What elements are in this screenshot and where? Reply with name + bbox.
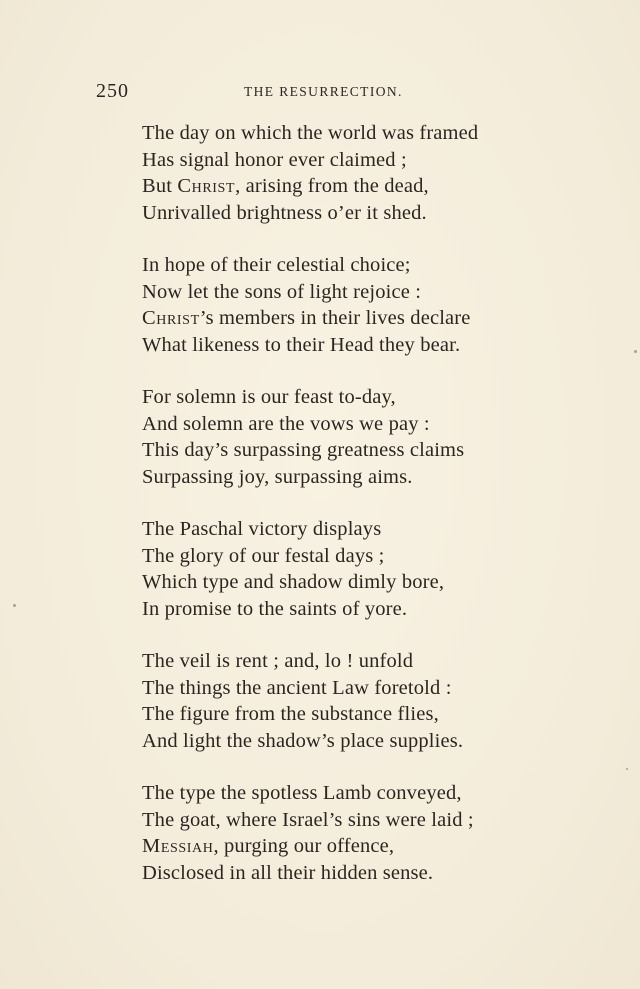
stanza — [142, 252, 622, 358]
poem-line — [142, 147, 622, 174]
line-text: ’s members in their lives declare — [199, 307, 471, 329]
poem-line — [142, 675, 622, 702]
small-caps-name: Christ — [142, 307, 200, 329]
line-text: In promise to the saints of yore. — [142, 597, 408, 620]
poem-line — [142, 384, 622, 411]
line-text: The day on which the world was framed — [142, 122, 479, 144]
poem-line — [142, 569, 622, 596]
line-text: , arising from the dead, — [235, 175, 429, 197]
print-speck — [13, 604, 16, 607]
poem — [142, 120, 622, 912]
poem-line — [142, 173, 622, 200]
poem-line — [142, 120, 622, 147]
line-text: This day’s surpassing greatness claims — [142, 439, 465, 461]
poem-line — [142, 305, 622, 332]
poem-line — [142, 411, 622, 438]
line-text: The figure from the substance flies, — [142, 703, 439, 725]
small-caps-name: Christ — [177, 175, 236, 197]
line-text: And light the shadow’s place supplies. — [142, 729, 464, 752]
line-text: Which type and shadow dimly bore, — [142, 571, 445, 593]
line-text: , purging our offence, — [213, 835, 395, 857]
line-text: The things the ancient Law foretold : — [142, 676, 452, 699]
poem-line — [142, 200, 622, 227]
line-text: Now let the sons of light rejoice : — [142, 280, 422, 303]
line-text: The glory of our festal days ; — [142, 544, 385, 567]
poem-line — [142, 464, 622, 491]
line-text: The Paschal victory displays — [142, 518, 382, 540]
line-text: The type the spotless Lamb conveyed, — [142, 782, 462, 804]
poem-line — [142, 701, 622, 728]
line-text: The goat, where Israel’s sins were laid ; — [142, 808, 474, 831]
poem-line — [142, 437, 622, 464]
poem-line — [142, 728, 622, 755]
stanza — [142, 780, 622, 886]
poem-line — [142, 807, 622, 834]
stanza — [142, 516, 622, 622]
line-text: Has signal honor ever claimed ; — [142, 148, 407, 171]
stanza — [142, 120, 622, 226]
page-number: 250 — [96, 80, 129, 102]
running-head: THE RESURRECTION. — [244, 84, 403, 99]
line-text: Disclosed in all their hidden sense. — [142, 861, 434, 884]
poem-line — [142, 252, 622, 279]
stanza — [142, 384, 622, 490]
line-text: Surpassing joy, surpassing aims. — [142, 465, 413, 488]
line-text: Unrivalled brightness o’er it shed. — [142, 201, 427, 224]
poem-line — [142, 596, 622, 623]
poem-line — [142, 648, 622, 675]
poem-line — [142, 332, 622, 359]
print-speck — [634, 350, 637, 353]
poem-line — [142, 516, 622, 543]
poem-line — [142, 543, 622, 570]
print-speck — [626, 768, 628, 770]
small-caps-name: Messiah — [142, 835, 214, 857]
line-text: What likeness to their Head they bear. — [142, 333, 461, 356]
stanza — [142, 648, 622, 754]
line-text: The veil is rent ; and, lo ! unfold — [142, 650, 414, 672]
poem-line — [142, 279, 622, 306]
poem-line — [142, 780, 622, 807]
line-text: But — [142, 175, 178, 197]
page-header — [96, 80, 446, 102]
poem-line — [142, 860, 622, 887]
line-text: In hope of their celestial choice; — [142, 254, 411, 276]
line-text: And solemn are the vows we pay : — [142, 412, 430, 435]
line-text: For solemn is our feast to-day, — [142, 386, 396, 408]
poem-line — [142, 833, 622, 860]
